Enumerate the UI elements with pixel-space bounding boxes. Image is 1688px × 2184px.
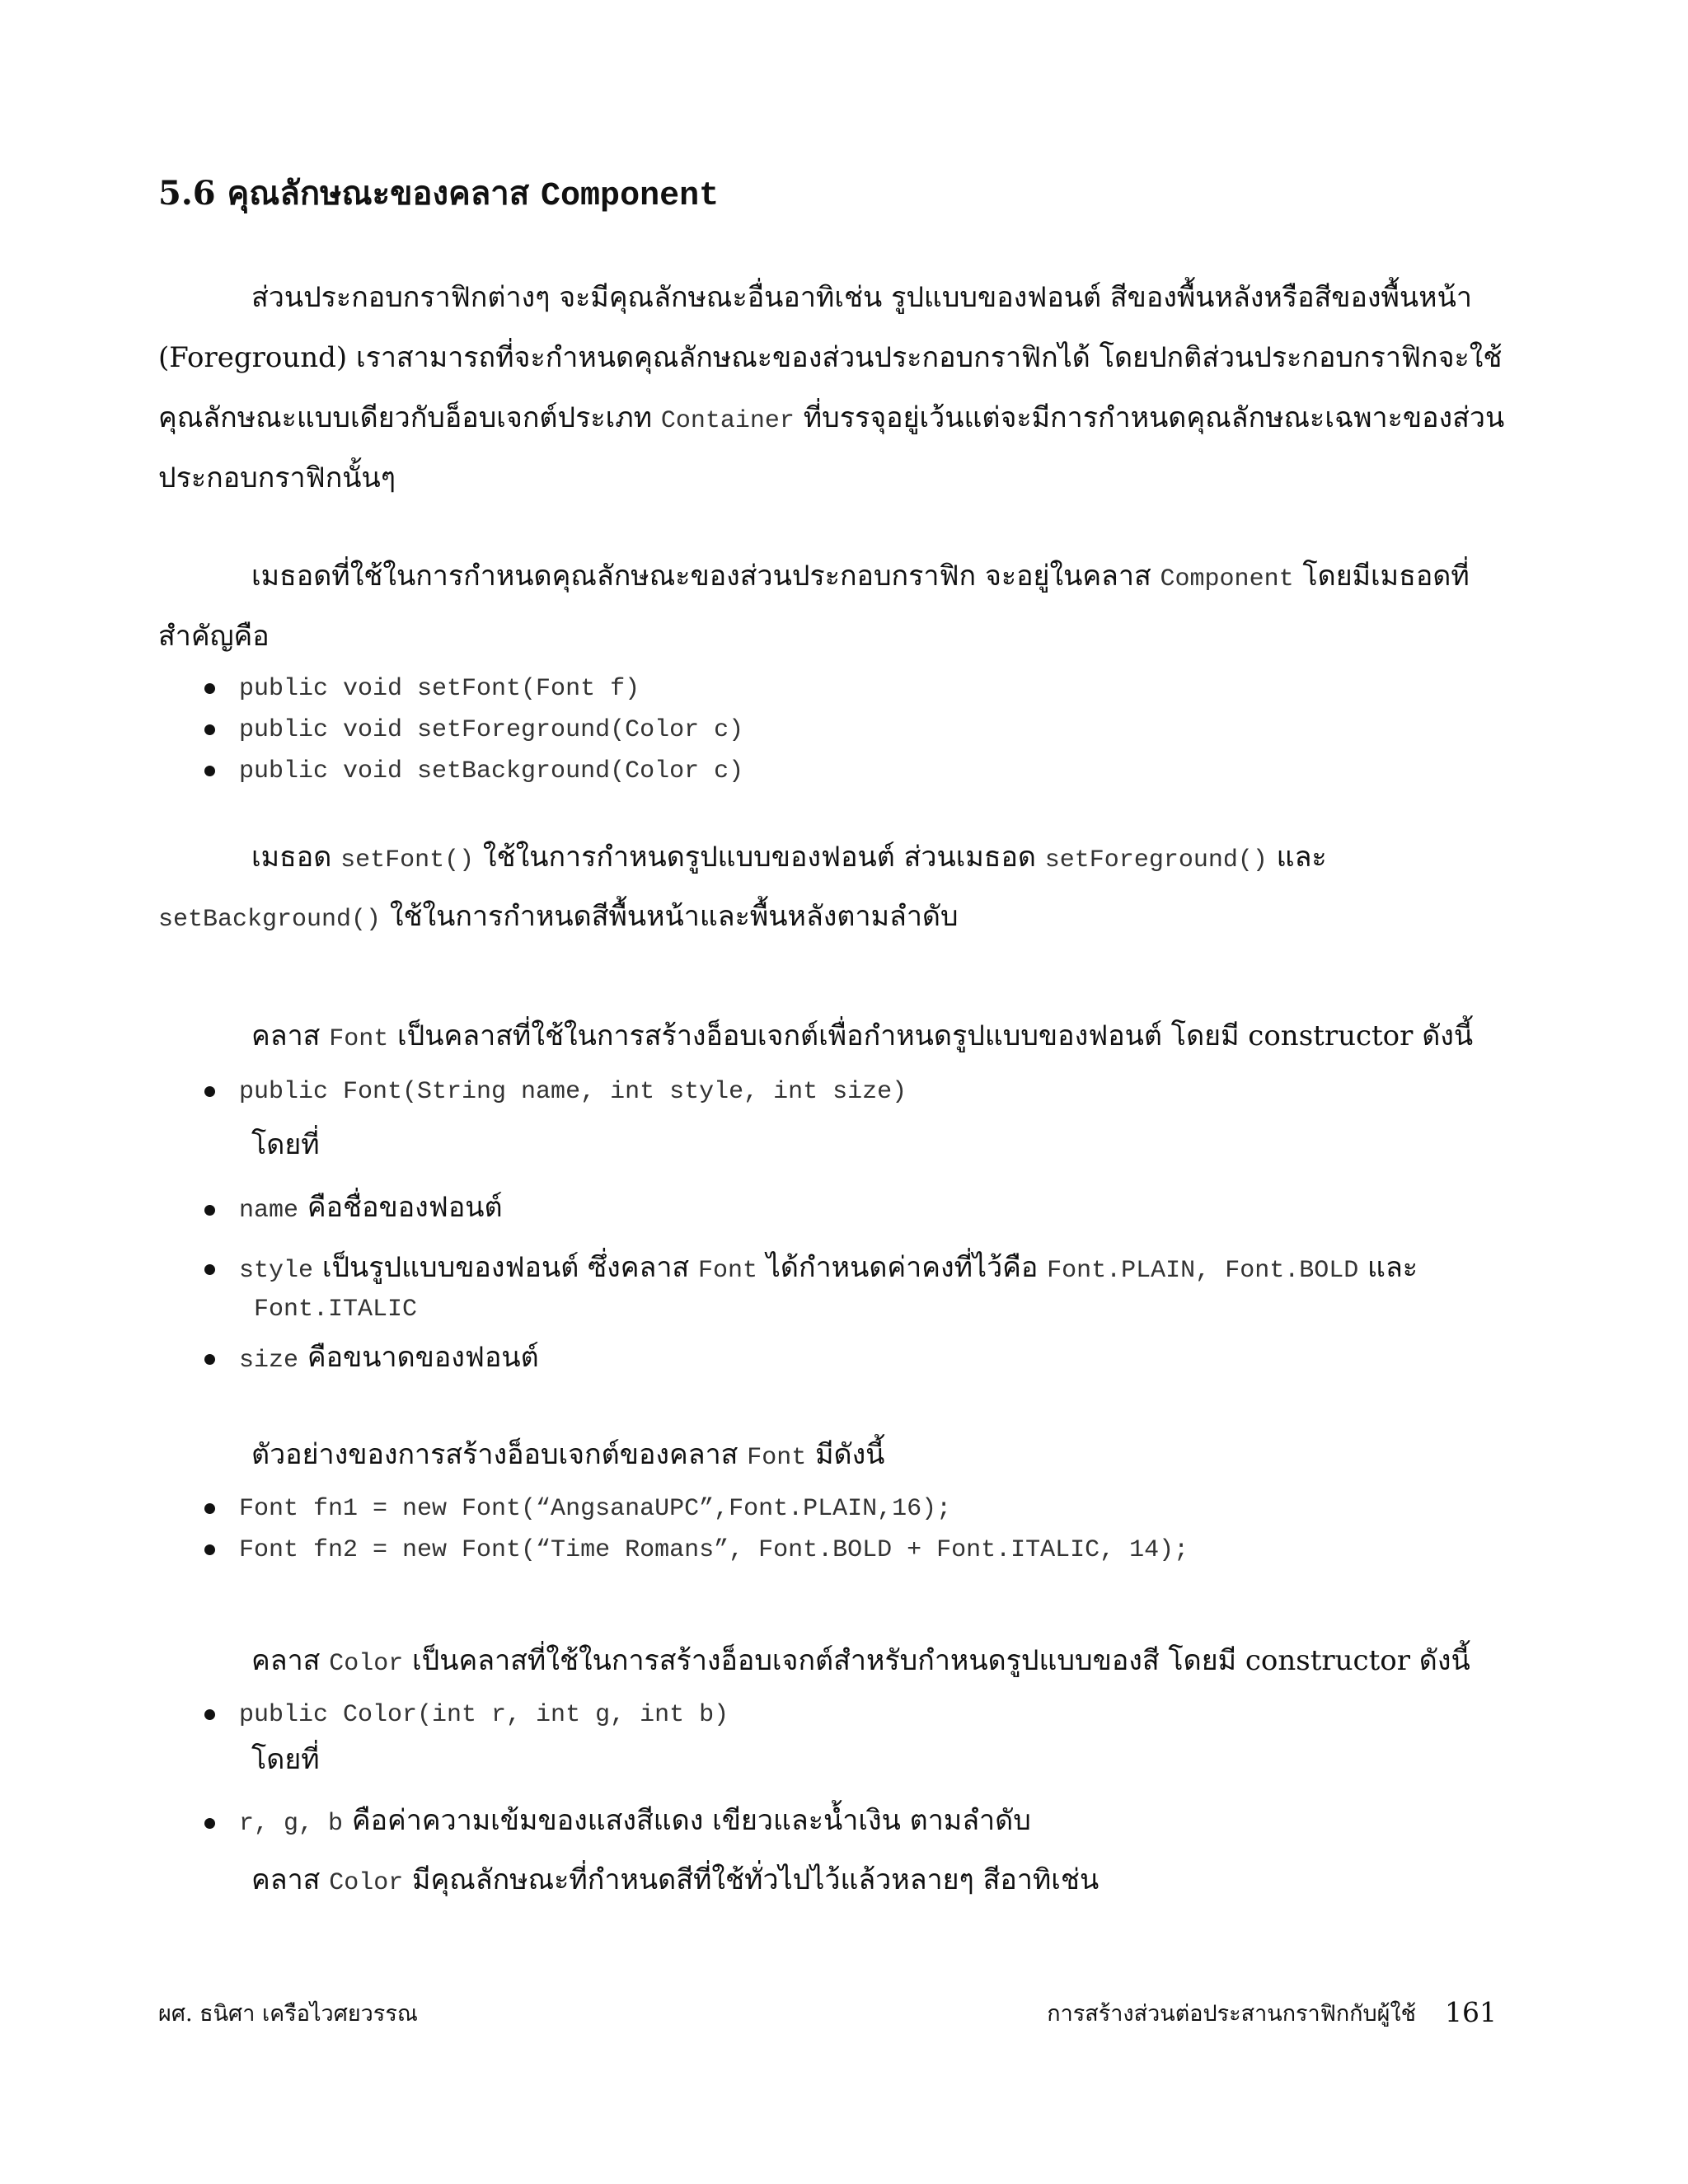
- method-setbackground: public void setBackground(Color c): [239, 757, 744, 785]
- font-code-2: Font: [747, 1444, 807, 1472]
- para6-line1: [251, 1640, 1470, 1685]
- bullet-icon: [204, 1544, 215, 1555]
- para1-line3-text-b: ที่บรรจุอยู่เว้นแต่จะมีการกำหนดคุณลักษณะเฉพาะของส่วน: [794, 401, 1505, 434]
- param-size-desc: คือขนาดของฟอนต์: [298, 1341, 539, 1374]
- footer-title: การสร้างส่วนต่อประสานกราฟิกกับผู้ใช้: [1047, 2001, 1416, 2027]
- param-name: [239, 1187, 503, 1231]
- font-example-2: Font fn2 = new Font(“Time Romans”, Font.BOLD + Font.ITALIC, 14);: [239, 1536, 1189, 1564]
- param-rgb: [239, 1800, 1031, 1844]
- section-heading: [158, 169, 719, 222]
- para4-line1: [251, 1015, 1473, 1060]
- para4-text-b: เป็นคลาสที่ใช้ในการสร้างอ็อบเจกต์เพื่อกำหนดรูปแบบของฟอนต์ โดยมี constructor ดังนี้: [388, 1019, 1474, 1052]
- param-size: [239, 1337, 539, 1381]
- para3-text-c: และ: [1267, 841, 1327, 874]
- para3-line1: [251, 837, 1327, 881]
- para1-line3-text-a: คุณลักษณะแบบเดียวกับอ็อบเจกต์ประเภท: [158, 401, 661, 434]
- footer-author: ผศ. ธนิศา เครือไวศยวรรณ: [158, 2001, 418, 2027]
- param-size-code: size: [239, 1347, 299, 1375]
- bullet-icon: [204, 1205, 215, 1216]
- bullet-icon: [204, 1086, 215, 1097]
- para7-line1: [251, 1859, 1099, 1904]
- setforeground-code: setForeground(): [1044, 846, 1268, 874]
- bullet-icon: [204, 1709, 215, 1720]
- para1-line3: [158, 388, 1504, 452]
- where-label-2: โดยที่: [251, 1743, 320, 1776]
- font-constructor: public Font(String name, int style, int size): [239, 1078, 907, 1106]
- para7-text-b: มีคุณลักษณะที่กำหนดสีที่ใช้ทั่วไปไว้แล้วหลายๆ สีอาทิเช่น: [403, 1863, 1100, 1896]
- font-class-code: Font: [329, 1025, 389, 1053]
- container-code: Container: [660, 407, 795, 435]
- param-style-and: และ: [1358, 1251, 1418, 1284]
- para1-line2: (Foreground) เราสามารถที่จะกำหนดคุณลักษณะของส่วนประกอบกราฟิกได้ โดยปกติส่วนประกอบกราฟิกจะใช้: [158, 341, 1503, 374]
- param-style-desc-a: เป็นรูปแบบของฟอนต์ ซึ่งคลาส: [313, 1251, 698, 1284]
- bullet-icon: [204, 1503, 215, 1514]
- para6-text-a: คลาส: [251, 1644, 330, 1677]
- param-rgb-desc: คือค่าความเข้มของแสงสีแดง เขียวและน้ำเงิน ตามลำดับ: [343, 1804, 1031, 1837]
- heading-code: Component: [541, 178, 720, 215]
- para5-line1: [251, 1434, 884, 1479]
- param-style: [239, 1247, 1418, 1291]
- param-rgb-code: r, g, b: [239, 1810, 344, 1838]
- para2-line1-text-b: โดยมีเมธอดที่: [1293, 560, 1470, 593]
- font-example-1: Font fn1 = new Font(“AngsanaUPC”,Font.PLAIN,16);: [239, 1495, 952, 1523]
- setfont-code: setFont(): [340, 846, 475, 874]
- method-setforeground: public void setForeground(Color c): [239, 716, 744, 744]
- para3-text-d: ใช้ในการกำหนดสีพื้นหน้าและพื้นหลังตามลำดับ: [381, 900, 959, 933]
- bullet-icon: [204, 1818, 215, 1829]
- para1-line1: ส่วนประกอบกราฟิกต่างๆ จะมีคุณลักษณะอื่นอาทิเช่น รูปแบบของฟอนต์ สีของพื้นหลังหรือสีของพื้นหน้า: [251, 281, 1472, 314]
- para2-line2: สำคัญคือ: [158, 620, 270, 653]
- bullet-icon: [204, 683, 215, 694]
- para4-text-a: คลาส: [251, 1019, 330, 1052]
- para2-line1-text-a: เมธอดที่ใช้ในการกำหนดคุณลักษณะของส่วนประกอบกราฟิก จะอยู่ในคลาส: [251, 560, 1160, 593]
- para5-text-b: มีดังนี้: [806, 1438, 885, 1471]
- param-style-code: style: [239, 1257, 314, 1285]
- param-style-consts: Font.PLAIN, Font.BOLD: [1047, 1257, 1359, 1285]
- para3-text-a: เมธอด: [251, 841, 341, 874]
- para6-text-b: เป็นคลาสที่ใช้ในการสร้างอ็อบเจกต์สำหรับกำหนดรูปแบบของสี โดยมี constructor ดังนี้: [403, 1644, 1470, 1677]
- page-number: 161: [1445, 1996, 1497, 2028]
- param-name-desc: คือชื่อของฟอนต์: [298, 1191, 503, 1224]
- bullet-icon: [204, 766, 215, 776]
- para5-text-a: ตัวอย่างของการสร้างอ็อบเจกต์ของคลาส: [251, 1438, 748, 1471]
- color-code-2: Color: [329, 1869, 404, 1897]
- bullet-icon: [204, 724, 215, 735]
- para2-line1: [251, 546, 1470, 610]
- param-name-code: name: [239, 1197, 299, 1225]
- bullet-icon: [204, 1354, 215, 1365]
- bullet-icon: [204, 1264, 215, 1275]
- color-constructor: public Color(int r, int g, int b): [239, 1701, 729, 1729]
- heading-text: 5.6 คุณลักษณะของคลาส: [158, 174, 542, 213]
- para3-text-b: ใช้ในการกำหนดรูปแบบของฟอนต์ ส่วนเมธอด: [474, 841, 1045, 874]
- color-class-code: Color: [329, 1650, 404, 1678]
- para7-text-a: คลาส: [251, 1863, 330, 1896]
- method-setfont: public void setFont(Font f): [239, 675, 640, 703]
- param-style-font-code: Font: [697, 1257, 757, 1285]
- setbackground-code: setBackground(): [158, 906, 382, 934]
- param-style-italic: Font.ITALIC: [254, 1296, 418, 1324]
- where-label-1: โดยที่: [251, 1128, 320, 1161]
- para1-line4: ประกอบกราฟิกนั้นๆ: [158, 462, 396, 494]
- para3-line2: [158, 896, 959, 940]
- component-code: Component: [1160, 565, 1294, 593]
- param-style-desc-b: ได้กำหนดค่าคงที่ไว้คือ: [757, 1251, 1048, 1284]
